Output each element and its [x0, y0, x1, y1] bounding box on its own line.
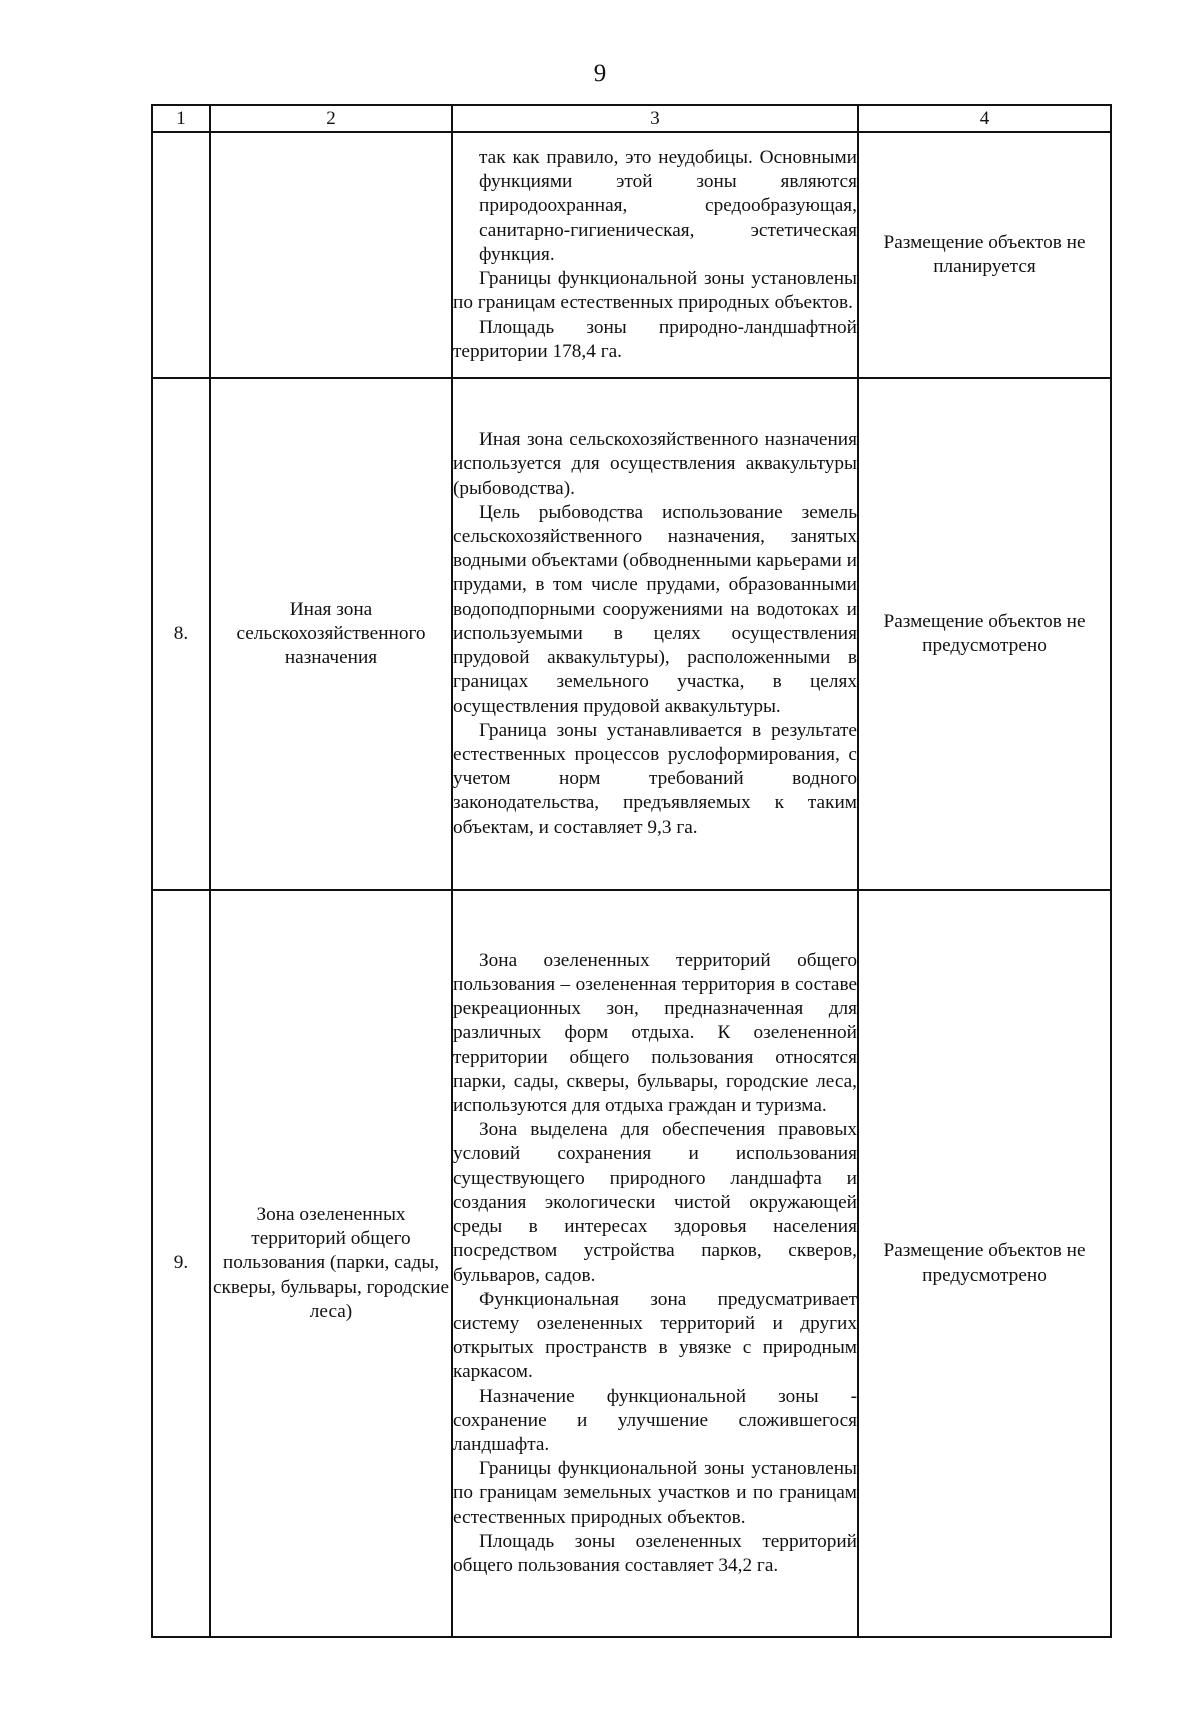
description-paragraph: Зона выделена для обеспечения правовых условий сохранения и использования существующего природного ландшафта и создания экологически чистой окружающей среды в интересах здоровья населения посредством устройства парков, скверов, бульваров, садов. — [453, 1119, 857, 1286]
description-paragraph: Границы функциональной зоны установлены по границам естественных природных объектов. — [453, 268, 857, 314]
zone-name — [210, 132, 452, 378]
row-number — [152, 132, 210, 378]
column-header-1: 1 — [152, 105, 210, 132]
description-paragraph: Цель рыбоводства использование земель сельскохозяйственного назначения, занятых водными объектами (обводненными карьерами и прудами, в том числе прудами, образованными водоподпорными сооружениями на водотоках и используемыми в целях осуществления прудовой аквакультуры), расположенными в границах земельного участка, в целях осуществления прудовой аквакультуры. — [453, 501, 857, 717]
placement-status: Размещение объектов не предусмотрено — [858, 378, 1111, 890]
description-paragraph: Функциональная зона предусматривает систему озелененных территорий и других открытых пространств в увязке с природным каркасом. — [453, 1288, 857, 1383]
column-header-2: 2 — [210, 105, 452, 132]
page-number: 9 — [593, 60, 607, 87]
zone-description — [452, 378, 858, 890]
zones-table — [151, 104, 1112, 1638]
column-header-4: 4 — [858, 105, 1111, 132]
column-header-3: 3 — [452, 105, 858, 132]
table-row — [152, 132, 1111, 378]
description-paragraph: Граница зоны устанавливается в результате естественных процессов руслоформирования, с учетом норм требований водного законодательства, предъявляемых к таким объектам, и составляет 9,3 га. — [453, 719, 857, 838]
table-row — [152, 890, 1111, 1637]
table-row — [152, 378, 1111, 890]
zone-name: Зона озелененных территорий общего пользования (парки, сады, скверы, бульвары, городские леса) — [210, 890, 452, 1637]
description-paragraph: Зона озелененных территорий общего пользования – озелененная территория в составе рекреационных зон, предназначенная для различных форм отдыха. К озелененной территории общего пользования относятся парки, сады, скверы, бульвары, городские леса, используются для отдыха граждан и туризма. — [453, 949, 857, 1117]
table-header-row — [152, 105, 1111, 132]
placement-status: Размещение объектов не предусмотрено — [858, 890, 1111, 1637]
zone-description — [452, 890, 858, 1637]
description-paragraph: так как правило, это неудобицы. Основными функциями этой зоны являются природоохранная, средообразующая, санитарно-гигиеническая, эстетическая функция. — [479, 147, 857, 265]
placement-status: Размещение объектов не планируется — [858, 132, 1111, 378]
description-paragraph: Площадь зоны природно-ландшафтной территории 178,4 га. — [453, 316, 857, 362]
row-number: 8. — [152, 378, 210, 890]
description-paragraph: Площадь зоны озелененных территорий общего пользования составляет 34,2 га. — [453, 1530, 857, 1576]
zone-description — [452, 132, 858, 378]
description-paragraph: Назначение функциональной зоны - сохранение и улучшение сложившегося ландшафта. — [453, 1385, 857, 1455]
description-paragraph: Границы функциональной зоны установлены по границам земельных участков и по границам естественных природных объектов. — [453, 1458, 857, 1528]
description-paragraph: Иная зона сельскохозяйственного назначения используется для осуществления аквакультуры (рыбоводства). — [453, 429, 857, 499]
row-number: 9. — [152, 890, 210, 1637]
zone-name: Иная зона сельскохозяйственного назначения — [210, 378, 452, 890]
